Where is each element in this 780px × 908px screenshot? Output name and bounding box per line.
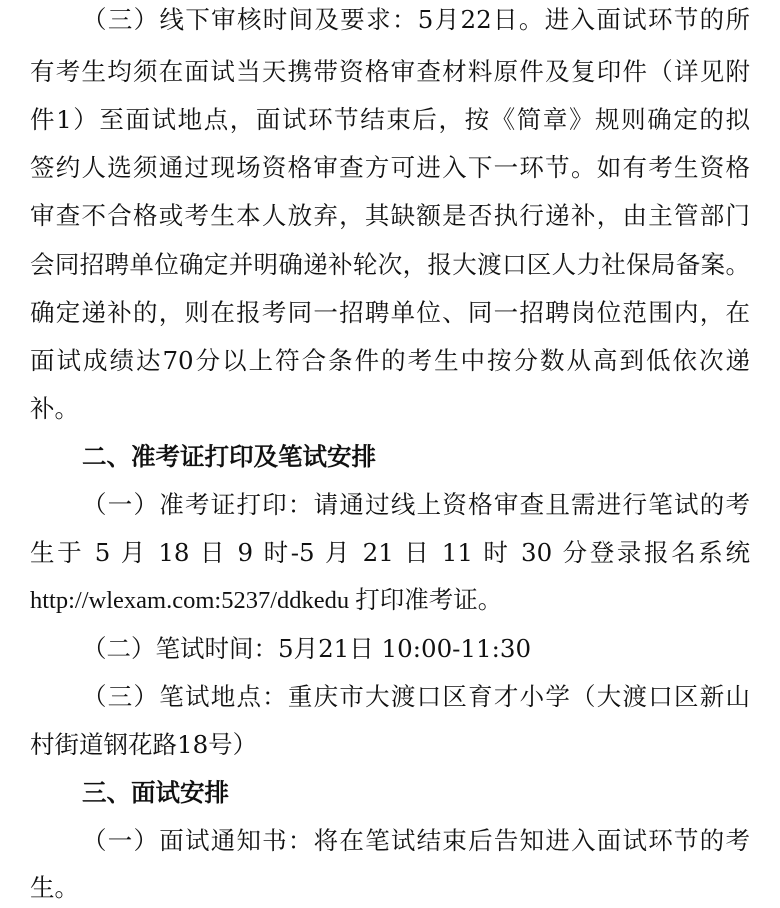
paragraph-line: 有考生均须在面试当天携带资格审查材料原件及复印件（详见附 <box>30 57 750 86</box>
paragraph-line: 签约人选须通过现场资格审查方可进入下一环节。如有考生资格 <box>30 153 750 182</box>
paragraph-line: 确定递补的，则在报考同一招聘单位、同一招聘岗位范围内，在 <box>30 298 750 327</box>
paragraph-line: （一）准考证打印：请通过线上资格审查且需进行笔试的考 <box>82 490 750 519</box>
paragraph-line: 生于 5 月 18 日 9 时-5 月 21 日 11 时 30 分登录报名系统 <box>30 538 750 567</box>
paragraph-line: （一）面试通知书：将在笔试结束后告知进入面试环节的考 <box>82 826 750 855</box>
paragraph-line: 审查不合格或考生本人放弃，其缺额是否执行递补，由主管部门 <box>30 201 750 230</box>
paragraph-line: （三）线下审核时间及要求：5月22日。进入面试环节的所 <box>82 5 750 34</box>
paragraph-line: 村街道钢花路18号） <box>30 730 258 759</box>
paragraph-line: 件1）至面试地点，面试环节结束后，按《简章》规则确定的拟 <box>30 105 750 134</box>
paragraph-line: （三）笔试地点：重庆市大渡口区育才小学（大渡口区新山 <box>82 682 750 711</box>
section-heading: 三、面试安排 <box>82 778 229 807</box>
paragraph-line: 补。 <box>30 394 79 423</box>
section-heading: 二、准考证打印及笔试安排 <box>82 442 376 471</box>
paragraph-line: 会同招聘单位确定并明确递补轮次，报大渡口区人力社保局备案。 <box>30 250 750 279</box>
paragraph-line: http://wlexam.com:5237/ddkedu 打印准考证。 <box>30 587 503 614</box>
paragraph-line: 生。 <box>30 873 79 902</box>
paragraph-line: 面试成绩达70分以上符合条件的考生中按分数从高到低依次递 <box>30 346 750 375</box>
paragraph-line: （二）笔试时间：5月21日 10:00-11:30 <box>82 634 532 663</box>
